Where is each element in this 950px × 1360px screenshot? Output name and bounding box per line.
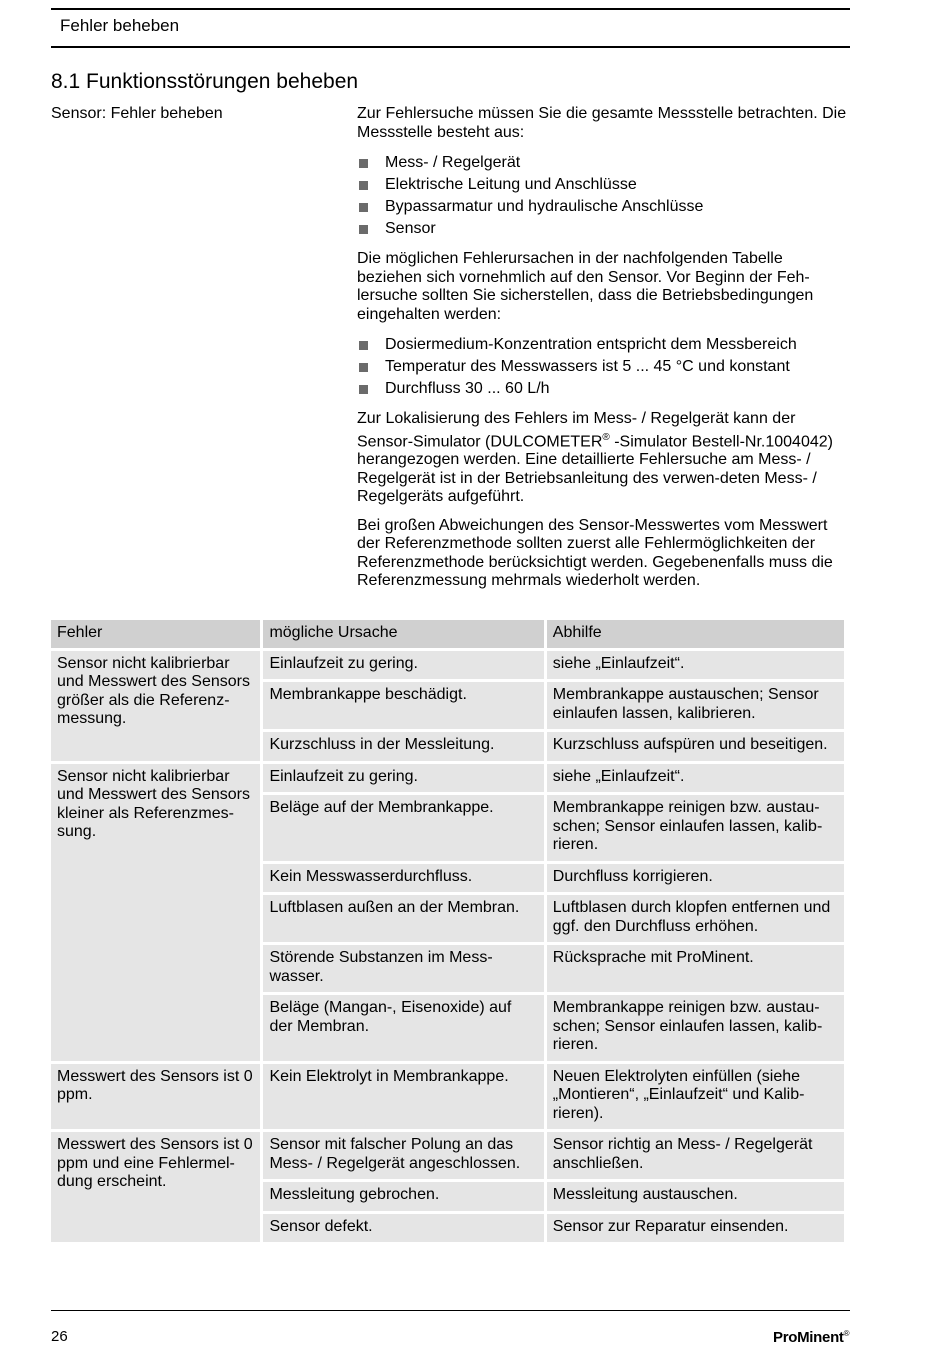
troubleshooting-table bbox=[48, 617, 847, 1245]
intro-text bbox=[357, 105, 852, 601]
remedy-cell: Sensor zur Reparatur einsenden. bbox=[547, 1214, 844, 1243]
remedy-cell: Sensor richtig an Mess- / Regelgerät anschließen. bbox=[547, 1132, 844, 1179]
list-item: Bypassarmatur und hydraulische Anschlüsse bbox=[357, 196, 852, 218]
remedy-cell: Durchfluss korrigieren. bbox=[547, 864, 844, 893]
table-row bbox=[51, 1132, 844, 1179]
cause-cell: Einlaufzeit zu gering. bbox=[263, 651, 543, 680]
remedy-cell: Messleitung austauschen. bbox=[547, 1182, 844, 1211]
cause-cell: Kurzschluss in der Messleitung. bbox=[263, 732, 543, 761]
fault-cell: Messwert des Sensors ist 0 ppm. bbox=[51, 1064, 260, 1130]
cause-cell: Sensor defekt. bbox=[263, 1214, 543, 1243]
square-bullet-icon bbox=[359, 363, 368, 372]
registered-mark: ® bbox=[602, 431, 610, 443]
list-item: Dosiermedium-Konzentration entspricht dem Messbereich bbox=[357, 334, 852, 356]
cause-cell: Beläge (Mangan-, Eisenoxide) auf der Membran. bbox=[263, 995, 543, 1061]
cause-cell: Luftblasen außen an der Membran. bbox=[263, 895, 543, 942]
remedy-cell: Membrankappe reinigen bzw. austau-schen; Sensor einlaufen lassen, kalib-rieren. bbox=[547, 795, 844, 861]
cause-cell: Kein Elektrolyt in Membrankappe. bbox=[263, 1064, 543, 1130]
remedy-cell: Membrankappe reinigen bzw. austau-schen; Sensor einlaufen lassen, kalib-rieren. bbox=[547, 995, 844, 1061]
remedy-cell: Membrankappe austauschen; Sensor einlaufen lassen, kalibrieren. bbox=[547, 682, 844, 729]
intro-paragraph: Die möglichen Fehlerursachen in der nachfolgenden Tabelle beziehen sich vornehmlich auf den Sensor. Vor Beginn der Feh-lersuche sollten Sie sicherstellen, dass die Betriebsbedingungen eingehalten werden: bbox=[357, 250, 814, 323]
remedy-cell: Rücksprache mit ProMinent. bbox=[547, 945, 844, 992]
cause-cell: Kein Messwasserdurchfluss. bbox=[263, 864, 543, 893]
header-top-rule bbox=[51, 8, 850, 10]
remedy-cell: siehe „Einlaufzeit“. bbox=[547, 764, 844, 793]
intro-paragraph: Zur Fehlersuche müssen Sie die gesamte Messstelle betrachten. Die Messstelle besteht aus: bbox=[357, 105, 847, 141]
table-header-row bbox=[51, 620, 844, 648]
table-row bbox=[51, 764, 844, 793]
cause-cell: Membrankappe beschädigt. bbox=[263, 682, 543, 729]
header-bottom-rule bbox=[51, 46, 850, 48]
section-title: 8.1 Funktionsstörungen beheben bbox=[51, 70, 359, 93]
remedy-cell: Neuen Elektrolyten einfüllen (siehe „Montieren“, „Einlaufzeit“ und Kalib-rieren). bbox=[547, 1064, 844, 1130]
list-item: Temperatur des Messwassers ist 5 ... 45 °C und konstant bbox=[357, 356, 852, 378]
fault-cell: Sensor nicht kalibrierbar und Messwert des Sensors kleiner als Referenzmes-sung. bbox=[51, 764, 260, 1061]
column-header: Abhilfe bbox=[547, 620, 844, 648]
simulator-paragraph: Zur Lokalisierung des Fehlers im Mess- / Regelgerät kann der Sensor-Simulator (DULCOMETER® -Simulator Bestell-Nr.1004042) herangezogen werden. Eine detaillierte Fehlersuche am Mess- / Regelgerät ist in der Betriebsanleitung des verwen-deten Mess- / Regelgeräts aufgeführt. bbox=[357, 410, 833, 506]
square-bullet-icon bbox=[359, 385, 368, 394]
cause-cell: Sensor mit falscher Polung an das Mess- / Regelgerät angeschlossen. bbox=[263, 1132, 543, 1179]
page-number: 26 bbox=[51, 1328, 68, 1345]
column-header: mögliche Ursache bbox=[263, 620, 543, 648]
fault-cell: Sensor nicht kalibrierbar und Messwert des Sensors größer als die Referenz-messung. bbox=[51, 651, 260, 761]
remedy-cell: siehe „Einlaufzeit“. bbox=[547, 651, 844, 680]
cause-cell: Störende Substanzen im Mess-wasser. bbox=[263, 945, 543, 992]
footer-rule bbox=[51, 1310, 850, 1311]
list-item: Durchfluss 30 ... 60 L/h bbox=[357, 378, 852, 400]
square-bullet-icon bbox=[359, 159, 368, 168]
table-row bbox=[51, 651, 844, 680]
list-item: Mess- / Regelgerät bbox=[357, 152, 852, 174]
condition-list bbox=[357, 334, 852, 400]
component-list bbox=[357, 152, 852, 240]
remedy-cell: Kurzschluss aufspüren und beseitigen. bbox=[547, 732, 844, 761]
list-item: Sensor bbox=[357, 218, 852, 240]
cause-cell: Messleitung gebrochen. bbox=[263, 1182, 543, 1211]
square-bullet-icon bbox=[359, 225, 368, 234]
reference-paragraph: Bei großen Abweichungen des Sensor-Messwertes vom Messwert der Referenzmethode sollten zuerst alle Fehlermöglichkeiten der Referenzmethode berücksichtigt werden. Gegebenenfalls muss die Referenzmessung mehrmals wiederholt werden. bbox=[357, 516, 833, 590]
running-header: Fehler beheben bbox=[60, 16, 180, 35]
square-bullet-icon bbox=[359, 203, 368, 212]
column-header: Fehler bbox=[51, 620, 260, 648]
square-bullet-icon bbox=[359, 181, 368, 190]
remedy-cell: Luftblasen durch klopfen entfernen und ggf. den Durchfluss erhöhen. bbox=[547, 895, 844, 942]
table-row bbox=[51, 1064, 844, 1130]
list-item: Elektrische Leitung und Anschlüsse bbox=[357, 174, 852, 196]
cause-cell: Beläge auf der Membrankappe. bbox=[263, 795, 543, 861]
side-heading: Sensor: Fehler beheben bbox=[51, 105, 223, 122]
cause-cell: Einlaufzeit zu gering. bbox=[263, 764, 543, 793]
square-bullet-icon bbox=[359, 341, 368, 350]
prominent-logo: ProMinent® bbox=[773, 1329, 850, 1346]
fault-cell: Messwert des Sensors ist 0 ppm und eine Fehlermel-dung erscheint. bbox=[51, 1132, 260, 1242]
